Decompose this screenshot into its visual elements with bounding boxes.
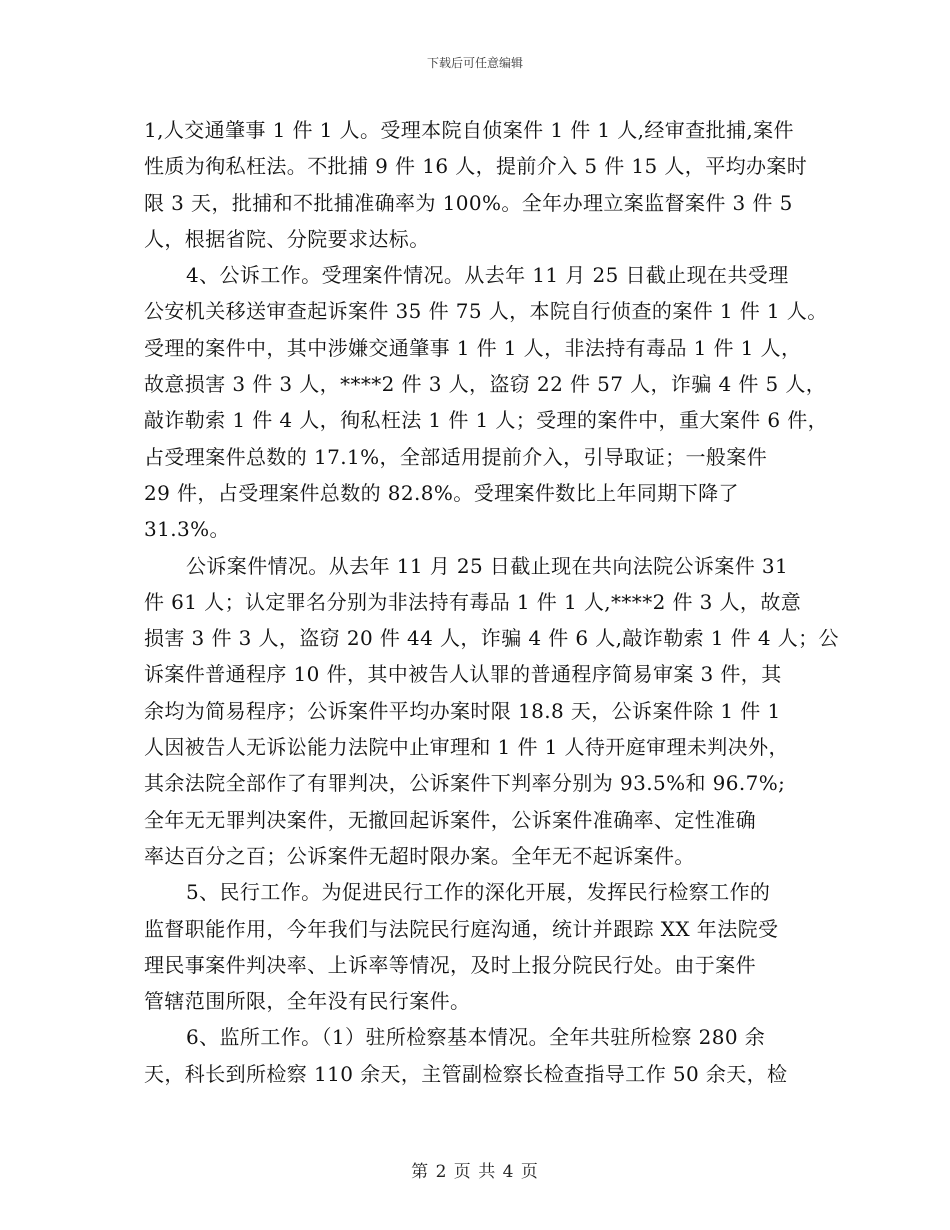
text-line: 诉案件普通程序 10 件，其中被告人认罪的普通程序简易审案 3 件，其: [144, 662, 782, 687]
text-line: 管辖范围所限，全年没有民行案件。: [144, 989, 471, 1014]
text-line: 公诉案件情况。从去年 11 月 25 日截止现在共向法院公诉案件 31: [186, 553, 789, 578]
text-line: 受理的案件中，其中涉嫌交通肇事 1 件 1 人，非法持有毒品 1 件 1 人，: [144, 335, 802, 360]
text-line: 29 件，占受理案件总数的 82.8%。受理案件数比上年同期下降了: [144, 480, 739, 505]
paragraph: [144, 112, 820, 257]
text-line: 敲诈勒索 1 件 4 人，徇私枉法 1 件 1 人；受理的案件中，重大案件 6 件，: [144, 408, 828, 433]
text-line: 公安机关移送审查起诉案件 35 件 75 人，本院自行侦查的案件 1 件 1 人。: [144, 299, 828, 324]
text-line: 件 61 人；认定罪名分别为非法持有毒品 1 件 1 人,****2 件 3 人，故意: [144, 589, 802, 614]
text-line: 6、监所工作。（1）驻所检察基本情况。全年共驻所检察 280 余: [186, 1025, 766, 1050]
text-line: 故意损害 3 件 3 人，****2 件 3 人，盗窃 22 件 57 人，诈骗 4 件 5 人，: [144, 372, 827, 397]
text-line: 31.3%。: [144, 517, 230, 542]
text-line: 理民事案件判决率、上诉率等情况，及时上报分院民行处。由于案件: [144, 952, 756, 977]
text-line: 率达百分之百；公诉案件无超时限办案。全年无不起诉案件。: [144, 843, 695, 868]
text-line: 5、民行工作。为促进民行工作的深化开展，发挥民行检察工作的: [186, 880, 771, 905]
text-line: 监督职能作用，今年我们与法院民行庭沟通，统计并跟踪 XX 年法院受: [144, 916, 779, 941]
text-line: 4、公诉工作。受理案件情况。从去年 11 月 25 日截止现在共受理: [186, 263, 789, 288]
paragraph-prison-supervision: [144, 1019, 820, 1092]
paragraph-public-prosecution-cases: [144, 548, 839, 875]
text-line: 1,人交通肇事 1 件 1 人。受理本院自侦案件 1 件 1 人,经审查批捕,案件: [144, 118, 794, 142]
text-line: 其余法院全部作了有罪判决，公诉案件下判率分别为 93.5%和 96.7%;: [144, 771, 786, 796]
page-number-footer: 第 2 页 共 4 页: [411, 1162, 539, 1182]
document-body: [144, 112, 839, 1092]
paragraph-prosecution-work: [144, 257, 828, 547]
text-line: 占受理案件总数的 17.1%，全部适用提前介入，引导取证；一般案件: [144, 444, 768, 469]
text-line: 损害 3 件 3 人，盗窃 20 件 44 人，诈骗 4 件 6 人,敲诈勒索 1 件 4 人；公: [144, 626, 839, 651]
paragraph-civil-administrative-work: [144, 874, 820, 1019]
text-line: 性质为徇私枉法。不批捕 9 件 16 人，提前介入 5 件 15 人，平均办案时: [144, 154, 808, 179]
text-line: 余均为简易程序；公诉案件平均办案时限 18.8 天，公诉案件除 1 件 1: [144, 698, 781, 723]
text-line: 限 3 天，批捕和不批捕准确率为 100%。全年办理立案监督案件 3 件 5: [144, 190, 793, 215]
text-line: 人因被告人无诉讼能力法院中止审理和 1 件 1 人待开庭审理未判决外，: [144, 735, 789, 760]
text-line: 天，科长到所检察 110 余天，主管副检察长检查指导工作 50 余天，检: [144, 1061, 788, 1086]
text-line: 全年无无罪判决案件，无撤回起诉案件，公诉案件准确率、定性准确: [144, 807, 756, 832]
page-header: 下载后可任意编辑: [426, 56, 523, 70]
text-line: 人，根据省院、分院要求达标。: [144, 226, 430, 251]
